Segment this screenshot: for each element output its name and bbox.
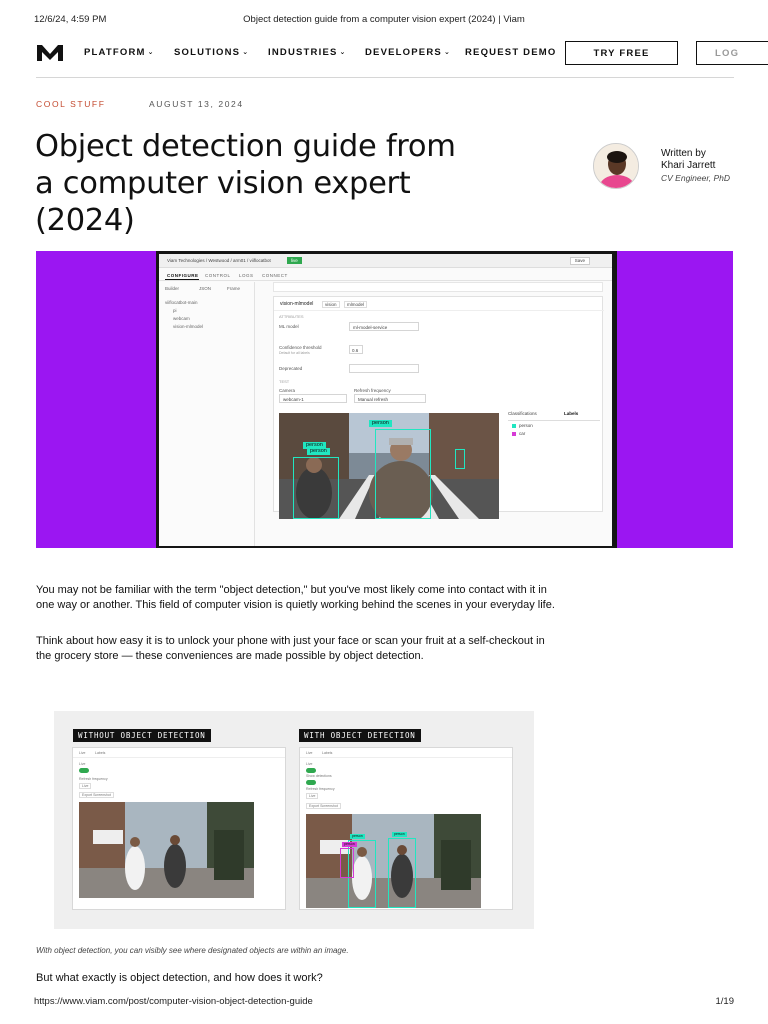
print-page-title: Object detection guide from a computer vision expert (2024) | Viam	[243, 14, 525, 25]
monitor-frame	[156, 251, 617, 548]
mini-toggle	[306, 768, 316, 773]
mini-export-button: Export Screenshot	[79, 792, 114, 798]
without-detection-tag: WITHOUT OBJECT DETECTION	[73, 729, 211, 742]
mini-export-button: Export Screenshot	[306, 803, 341, 809]
chevron-down-icon: ⌄	[443, 49, 452, 56]
comparison-figure	[54, 711, 534, 929]
app-sidebar	[159, 282, 255, 546]
deprecated-select	[349, 364, 419, 373]
ml-model-select: ml-model-service	[349, 322, 419, 331]
app-breadcrumb: Viam Technologies / Westwood / arm01 / viiflocatbot	[167, 258, 271, 263]
card-badge: mlmodel	[344, 301, 367, 308]
hero-image	[36, 251, 733, 548]
detection-preview	[279, 413, 499, 519]
panel-tab-classifications: Classifications	[508, 411, 537, 416]
refresh-select: Manual refresh	[354, 394, 426, 403]
active-tab-indicator	[165, 279, 199, 280]
mini-refresh-label: Refresh frequency	[79, 777, 108, 781]
detection-box	[293, 457, 339, 519]
figure-caption: With object detection, you can visibly see where designated objects are within an image.	[36, 946, 349, 955]
with-detection-panel	[299, 747, 513, 910]
attributes-heading: ATTRIBUTES	[279, 314, 304, 319]
written-by-label: Written by	[661, 148, 706, 159]
top-navigation	[36, 40, 768, 66]
app-tab-control: CONTROL	[205, 273, 231, 278]
class-person: person	[519, 423, 533, 428]
intro-paragraph: You may not be familiar with the term "object detection," but you've most likely come into contact with it in one way or another. This field of computer vision is quietly working behind the scenes in your everyday life.	[36, 584, 555, 611]
app-tabs	[159, 269, 612, 281]
mini-overlay-toggle	[306, 780, 316, 785]
app-side-builder: Builder	[165, 286, 180, 291]
confidence-label: Confidence threshold	[279, 345, 322, 350]
nav-divider	[36, 77, 734, 78]
print-timestamp: 12/6/24, 4:59 PM	[34, 14, 107, 25]
class-car: car	[519, 431, 526, 436]
mini-detection-label: person	[352, 834, 363, 838]
app-tab-configure: CONFIGURE	[167, 273, 199, 278]
nav-industries[interactable]: INDUSTRIES ⌄	[268, 47, 347, 58]
article-meta	[36, 99, 244, 109]
nav-solutions[interactable]: SOLUTIONS ⌄	[174, 47, 250, 58]
print-footer	[34, 996, 734, 1010]
mini-tab: Live	[306, 751, 313, 755]
card-title: vision-mlmodel	[280, 301, 314, 307]
chevron-down-icon: ⌄	[147, 49, 155, 56]
nav-platform[interactable]: PLATFORM ⌄	[84, 47, 155, 58]
mini-tab: Live	[79, 751, 86, 755]
test-heading: TEST	[279, 379, 290, 384]
deprecated-label: Deprecated	[279, 366, 303, 371]
app-side-json: JSON	[199, 286, 212, 291]
panel-divider	[508, 420, 600, 421]
mini-live-label: Live	[79, 762, 86, 766]
mini-toggle	[79, 768, 89, 773]
mini-live-label: Live	[306, 762, 313, 766]
ml-model-label: ML model	[279, 324, 299, 329]
with-detection-tag: WITH OBJECT DETECTION	[299, 729, 421, 742]
print-header	[34, 14, 734, 28]
chevron-down-icon: ⌄	[339, 49, 347, 56]
app-side-item: webcam	[173, 316, 190, 321]
login-button[interactable]: LOG	[696, 41, 768, 65]
vision-service-card	[273, 296, 603, 512]
panel-tab-labels: Labels	[564, 411, 579, 416]
example-paragraph: Think about how easy it is to unlock your phone with just your face or scan your fruit at a self-checkout in the grocery store — these conveniences are made possible by object detection.	[36, 635, 545, 662]
mini-overlay-label: Show detections	[306, 774, 332, 778]
app-side-item: pi	[173, 308, 177, 313]
app-tab-connect: CONNECT	[262, 273, 288, 278]
detection-box	[455, 449, 465, 469]
viam-logo[interactable]	[36, 44, 64, 62]
mini-refresh-label: Refresh frequency	[306, 787, 335, 791]
print-url: https://www.viam.com/post/computer-vision-object-detection-guide	[34, 996, 313, 1007]
mini-detection-box	[340, 848, 354, 878]
app-status-badge: live	[287, 257, 302, 264]
avatar-portrait	[594, 144, 639, 189]
street-photo-detected	[306, 814, 481, 908]
mini-detection-label: person	[394, 832, 405, 836]
publish-date: AUGUST 13, 2024	[149, 99, 244, 109]
chevron-down-icon: ⌄	[242, 49, 250, 56]
mini-tab: Labels	[95, 751, 106, 755]
mini-refresh-value: Live	[79, 783, 91, 789]
app-side-frame: Frame	[227, 286, 241, 291]
author-avatar	[593, 143, 639, 189]
category-link[interactable]: COOL STUFF	[36, 99, 106, 109]
app-topbar	[159, 254, 612, 268]
mini-tabbar	[300, 748, 513, 758]
mini-tab: Labels	[322, 751, 333, 755]
print-page-number: 1/19	[715, 996, 734, 1007]
detection-box	[375, 429, 431, 519]
app-screenshot	[159, 254, 612, 546]
app-side-item: viiflocatbot-main	[165, 300, 198, 305]
refresh-label: Refresh frequency	[354, 388, 391, 393]
request-demo-link[interactable]: REQUEST DEMO	[465, 47, 557, 58]
without-detection-panel	[72, 747, 286, 910]
author-role: CV Engineer, PhD	[661, 173, 730, 183]
confidence-sub: Default for all labels	[279, 351, 310, 355]
class-swatch	[512, 424, 516, 428]
card-badge: vision	[322, 301, 340, 308]
app-main	[263, 288, 607, 546]
confidence-input: 0.6	[349, 345, 363, 354]
app-tab-logs: LOGS	[239, 273, 254, 278]
detection-label: person	[369, 420, 392, 427]
mini-detection-box	[388, 838, 416, 908]
detection-label: person	[307, 448, 330, 455]
street-photo-plain	[79, 802, 254, 898]
detection-label: person	[303, 442, 326, 449]
nav-developers[interactable]: DEVELOPERS ⌄	[365, 47, 452, 58]
street-photo-svg	[79, 802, 254, 898]
try-free-button[interactable]: TRY FREE	[565, 41, 678, 65]
mini-refresh-value: Live	[306, 793, 318, 799]
app-save-button: Save	[570, 257, 590, 265]
question-paragraph: But what exactly is object detection, and how does it work?	[36, 972, 323, 984]
mini-tabbar	[73, 748, 286, 758]
mini-detection-label: person	[344, 842, 355, 846]
camera-select: webcam-1	[279, 394, 347, 403]
collapsed-card	[273, 282, 603, 292]
author-name[interactable]: Khari Jarrett	[661, 160, 716, 171]
class-swatch	[512, 432, 516, 436]
card-header	[274, 297, 604, 311]
labels-panel	[506, 409, 602, 449]
camera-label: Camera	[279, 388, 296, 393]
app-side-item: vision-mlmodel	[173, 324, 204, 329]
author-block	[593, 143, 743, 193]
article-title: Object detection guide from a computer vision expert (2024)	[35, 129, 456, 238]
